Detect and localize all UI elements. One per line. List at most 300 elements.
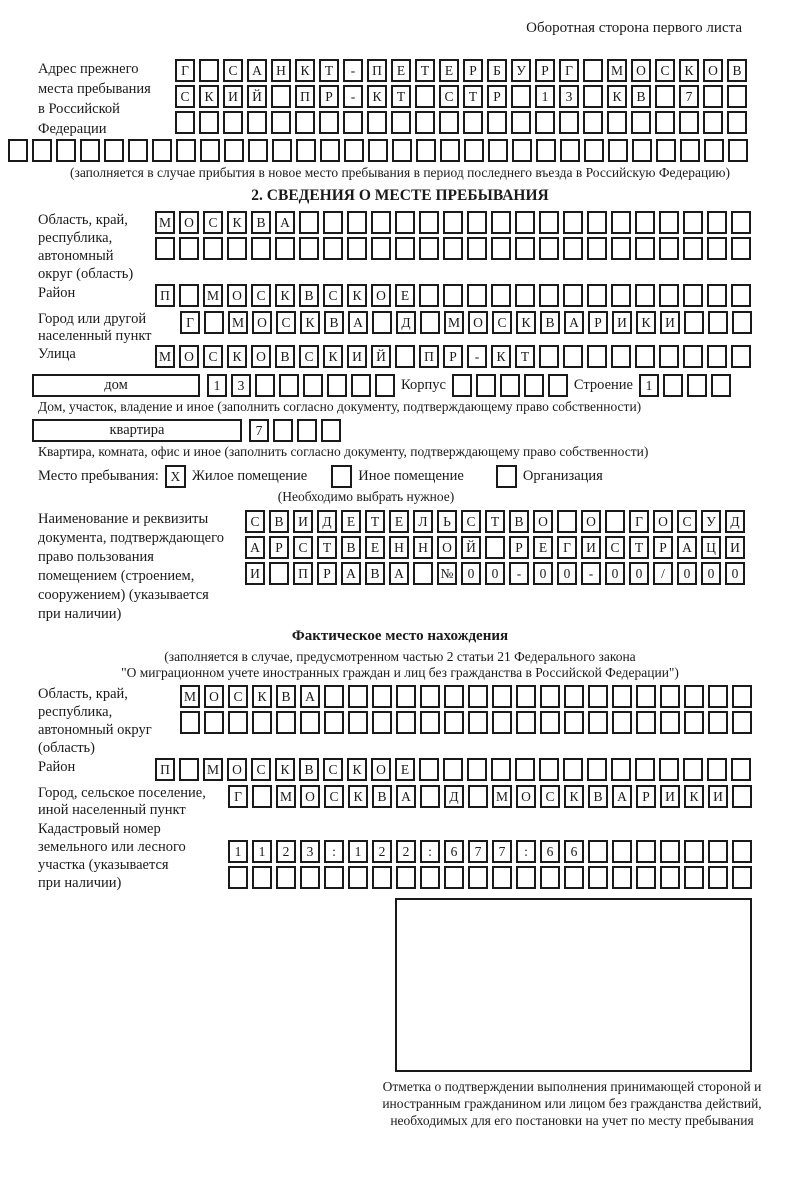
char-box[interactable] [659,211,679,234]
char-box[interactable]: Р [535,59,555,82]
char-box[interactable]: В [275,345,295,368]
char-box[interactable] [56,139,76,162]
char-box[interactable] [683,284,703,307]
char-box[interactable] [488,139,508,162]
char-box[interactable]: С [223,59,243,82]
char-box[interactable]: А [564,311,584,334]
char-box[interactable] [415,85,435,108]
char-box[interactable] [660,840,680,863]
char-box[interactable] [303,374,323,397]
char-box[interactable]: И [660,311,680,334]
char-box[interactable] [563,758,583,781]
char-box[interactable]: Р [636,785,656,808]
char-box[interactable]: И [223,85,243,108]
char-box[interactable] [548,374,568,397]
char-box[interactable] [708,711,728,734]
char-box[interactable]: А [677,536,697,559]
char-box[interactable] [324,685,344,708]
char-box[interactable]: / [653,562,673,585]
char-box[interactable] [583,111,603,134]
char-box[interactable] [611,345,631,368]
char-box[interactable] [707,758,727,781]
char-box[interactable]: С [251,758,271,781]
char-box[interactable]: О [227,284,247,307]
char-box[interactable] [524,374,544,397]
char-box[interactable]: Т [485,510,505,533]
char-box[interactable]: М [203,284,223,307]
char-box[interactable] [420,685,440,708]
char-box[interactable] [605,510,625,533]
char-box[interactable]: Д [725,510,745,533]
char-box[interactable]: К [564,785,584,808]
char-box[interactable]: О [300,785,320,808]
char-box[interactable]: А [389,562,409,585]
char-box[interactable] [419,758,439,781]
char-box[interactable] [203,237,223,260]
char-box[interactable] [297,419,317,442]
char-box[interactable]: К [607,85,627,108]
char-box[interactable]: 3 [231,374,251,397]
char-box[interactable]: 2 [372,840,392,863]
char-box[interactable] [563,211,583,234]
char-box[interactable]: 2 [276,840,296,863]
char-box[interactable] [539,284,559,307]
char-box[interactable] [347,237,367,260]
char-box[interactable] [80,139,100,162]
char-box[interactable]: М [228,311,248,334]
char-box[interactable] [684,866,704,889]
char-box[interactable]: В [299,758,319,781]
char-box[interactable] [223,111,243,134]
char-box[interactable] [348,685,368,708]
char-box[interactable]: Н [413,536,433,559]
char-box[interactable] [636,840,656,863]
char-box[interactable] [631,111,651,134]
char-box[interactable]: П [295,85,315,108]
char-box[interactable]: У [511,59,531,82]
char-box[interactable] [467,211,487,234]
char-box[interactable] [372,311,392,334]
char-box[interactable] [515,284,535,307]
char-box[interactable] [539,237,559,260]
char-box[interactable] [731,284,751,307]
char-box[interactable]: А [247,59,267,82]
char-box[interactable] [707,237,727,260]
char-box[interactable] [396,685,416,708]
char-box[interactable] [443,237,463,260]
char-box[interactable] [539,211,559,234]
char-box[interactable] [492,685,512,708]
char-box[interactable] [535,111,555,134]
char-box[interactable]: М [155,345,175,368]
char-box[interactable] [295,111,315,134]
char-box[interactable] [155,237,175,260]
char-box[interactable]: И [660,785,680,808]
char-box[interactable]: 6 [564,840,584,863]
char-box[interactable] [584,139,604,162]
char-box[interactable] [659,284,679,307]
char-box[interactable]: 0 [485,562,505,585]
char-box[interactable] [416,139,436,162]
char-box[interactable] [612,685,632,708]
char-box[interactable] [252,866,272,889]
char-box[interactable] [179,284,199,307]
char-box[interactable]: Е [391,59,411,82]
char-box[interactable]: Л [413,510,433,533]
char-box[interactable] [611,211,631,234]
char-box[interactable] [351,374,371,397]
char-box[interactable]: У [701,510,721,533]
char-box[interactable] [320,139,340,162]
char-box[interactable] [368,139,388,162]
char-box[interactable]: О [179,211,199,234]
char-box[interactable] [372,866,392,889]
char-box[interactable] [323,237,343,260]
char-box[interactable] [540,685,560,708]
char-box[interactable] [420,311,440,334]
char-box[interactable]: В [540,311,560,334]
char-box[interactable] [731,237,751,260]
char-box[interactable]: К [636,311,656,334]
char-box[interactable]: И [293,510,313,533]
char-box[interactable] [563,237,583,260]
char-box[interactable] [396,866,416,889]
char-box[interactable] [395,237,415,260]
char-box[interactable] [8,139,28,162]
char-box[interactable] [611,284,631,307]
char-box[interactable] [635,211,655,234]
char-box[interactable] [175,111,195,134]
char-box[interactable] [684,711,704,734]
char-box[interactable] [443,211,463,234]
char-box[interactable]: К [491,345,511,368]
char-box[interactable] [248,139,268,162]
char-box[interactable]: - [509,562,529,585]
char-box[interactable] [659,758,679,781]
char-box[interactable]: К [516,311,536,334]
char-box[interactable] [276,866,296,889]
char-box[interactable] [487,111,507,134]
char-box[interactable] [655,111,675,134]
char-box[interactable]: В [276,685,296,708]
char-box[interactable]: Р [269,536,289,559]
char-box[interactable]: № [437,562,457,585]
char-box[interactable]: В [365,562,385,585]
char-box[interactable] [371,237,391,260]
char-box[interactable]: Т [415,59,435,82]
char-box[interactable] [587,758,607,781]
char-box[interactable] [419,284,439,307]
char-box[interactable]: Р [588,311,608,334]
char-box[interactable]: 7 [679,85,699,108]
char-box[interactable]: В [727,59,747,82]
char-box[interactable]: М [180,685,200,708]
char-box[interactable] [200,139,220,162]
char-box[interactable]: К [252,685,272,708]
char-box[interactable] [635,237,655,260]
char-box[interactable] [684,685,704,708]
char-box[interactable]: С [677,510,697,533]
char-box[interactable] [299,211,319,234]
char-box[interactable] [128,139,148,162]
char-box[interactable] [679,111,699,134]
char-box[interactable]: 0 [605,562,625,585]
char-box[interactable] [199,111,219,134]
char-box[interactable] [557,510,577,533]
char-box[interactable] [152,139,172,162]
char-box[interactable] [516,685,536,708]
char-box[interactable]: С [323,758,343,781]
char-box[interactable]: Г [629,510,649,533]
char-box[interactable] [704,139,724,162]
char-box[interactable] [660,685,680,708]
char-box[interactable]: Р [443,345,463,368]
char-box[interactable]: 0 [629,562,649,585]
char-box[interactable] [395,345,415,368]
char-box[interactable] [247,111,267,134]
char-box[interactable] [204,311,224,334]
char-box[interactable]: С [461,510,481,533]
char-box[interactable]: Р [317,562,337,585]
char-box[interactable] [468,785,488,808]
char-box[interactable] [731,758,751,781]
char-box[interactable] [476,374,496,397]
char-box[interactable]: 0 [533,562,553,585]
char-box[interactable]: К [199,85,219,108]
char-box[interactable] [371,211,391,234]
char-box[interactable] [683,237,703,260]
char-box[interactable] [372,711,392,734]
char-box[interactable]: Б [487,59,507,82]
char-box[interactable]: К [367,85,387,108]
char-box[interactable]: С [276,311,296,334]
char-box[interactable] [635,345,655,368]
char-box[interactable] [632,139,652,162]
char-box[interactable] [279,374,299,397]
char-box[interactable] [711,374,731,397]
char-box[interactable]: С [323,284,343,307]
char-box[interactable] [516,866,536,889]
char-box[interactable] [415,111,435,134]
char-box[interactable]: С [293,536,313,559]
char-box[interactable] [323,211,343,234]
char-box[interactable]: С [175,85,195,108]
char-box[interactable] [708,840,728,863]
char-box[interactable]: О [653,510,673,533]
char-box[interactable] [655,85,675,108]
char-box[interactable] [227,237,247,260]
char-box[interactable]: 7 [249,419,269,442]
char-box[interactable] [491,237,511,260]
char-box[interactable] [684,311,704,334]
char-box[interactable]: 1 [228,840,248,863]
char-box[interactable]: Р [319,85,339,108]
char-box[interactable] [636,866,656,889]
char-box[interactable]: И [612,311,632,334]
char-box[interactable]: 6 [444,840,464,863]
char-box[interactable]: В [631,85,651,108]
char-box[interactable]: О [371,758,391,781]
kvartira-type-box[interactable]: квартира [32,419,242,442]
char-box[interactable]: С [245,510,265,533]
char-box[interactable] [512,139,532,162]
char-box[interactable]: О [516,785,536,808]
char-box[interactable]: О [179,345,199,368]
char-box[interactable]: С [540,785,560,808]
char-box[interactable]: В [299,284,319,307]
char-box[interactable]: 1 [348,840,368,863]
char-box[interactable]: 0 [677,562,697,585]
char-box[interactable] [443,758,463,781]
char-box[interactable]: П [419,345,439,368]
char-box[interactable] [731,211,751,234]
char-box[interactable] [611,237,631,260]
char-box[interactable] [468,866,488,889]
char-box[interactable]: 1 [639,374,659,397]
char-box[interactable] [732,311,752,334]
char-box[interactable] [331,465,352,488]
char-box[interactable] [540,711,560,734]
char-box[interactable]: С [605,536,625,559]
char-box[interactable] [608,139,628,162]
char-box[interactable] [420,785,440,808]
char-box[interactable]: 0 [461,562,481,585]
char-box[interactable] [324,711,344,734]
char-box[interactable]: С [203,345,223,368]
char-box[interactable] [727,85,747,108]
char-box[interactable] [636,685,656,708]
char-box[interactable]: К [300,311,320,334]
char-box[interactable] [727,111,747,134]
char-box[interactable] [492,711,512,734]
char-box[interactable]: К [227,345,247,368]
char-box[interactable]: О [227,758,247,781]
char-box[interactable] [583,59,603,82]
char-box[interactable] [324,866,344,889]
char-box[interactable] [732,840,752,863]
char-box[interactable]: Т [317,536,337,559]
char-box[interactable]: В [588,785,608,808]
char-box[interactable]: Т [365,510,385,533]
char-box[interactable] [607,111,627,134]
char-box[interactable] [367,111,387,134]
char-box[interactable]: Е [439,59,459,82]
char-box[interactable] [587,345,607,368]
char-box[interactable] [511,85,531,108]
char-box[interactable] [467,237,487,260]
char-box[interactable]: Р [653,536,673,559]
char-box[interactable] [611,758,631,781]
char-box[interactable] [444,866,464,889]
char-box[interactable] [683,345,703,368]
char-box[interactable] [300,711,320,734]
char-box[interactable] [612,711,632,734]
char-box[interactable] [444,711,464,734]
char-box[interactable] [708,866,728,889]
char-box[interactable] [255,374,275,397]
char-box[interactable]: : [324,840,344,863]
char-box[interactable] [272,139,292,162]
char-box[interactable] [587,284,607,307]
char-box[interactable]: Н [271,59,291,82]
char-box[interactable]: : [420,840,440,863]
char-box[interactable] [372,685,392,708]
char-box[interactable]: 1 [535,85,555,108]
char-box[interactable] [683,211,703,234]
char-box[interactable] [271,111,291,134]
char-box[interactable]: К [348,785,368,808]
char-box[interactable] [583,85,603,108]
char-box[interactable]: К [275,284,295,307]
char-box[interactable]: О [581,510,601,533]
char-box[interactable] [444,685,464,708]
char-box[interactable]: 0 [557,562,577,585]
char-box[interactable] [420,866,440,889]
char-box[interactable] [319,111,339,134]
char-box[interactable] [396,711,416,734]
char-box[interactable] [300,866,320,889]
char-box[interactable] [684,840,704,863]
char-box[interactable]: М [203,758,223,781]
char-box[interactable]: С [228,685,248,708]
char-box[interactable] [612,840,632,863]
char-box[interactable]: Г [180,311,200,334]
char-box[interactable] [343,111,363,134]
char-box[interactable]: А [612,785,632,808]
char-box[interactable]: 0 [701,562,721,585]
char-box[interactable] [179,237,199,260]
char-box[interactable]: Т [319,59,339,82]
char-box[interactable]: Й [461,536,481,559]
char-box[interactable] [536,139,556,162]
char-box[interactable]: И [708,785,728,808]
char-box[interactable]: - [343,59,363,82]
char-box[interactable]: К [679,59,699,82]
char-box[interactable]: П [155,284,175,307]
char-box[interactable] [276,711,296,734]
char-box[interactable] [269,562,289,585]
char-box[interactable] [420,711,440,734]
char-box[interactable]: И [245,562,265,585]
char-box[interactable]: О [251,345,271,368]
char-box[interactable]: С [492,311,512,334]
char-box[interactable] [511,111,531,134]
char-box[interactable]: X [165,465,186,488]
char-box[interactable]: О [468,311,488,334]
char-box[interactable]: М [276,785,296,808]
char-box[interactable]: Г [228,785,248,808]
char-box[interactable]: С [324,785,344,808]
char-box[interactable] [251,237,271,260]
char-box[interactable] [275,237,295,260]
char-box[interactable] [703,111,723,134]
char-box[interactable]: Р [463,59,483,82]
char-box[interactable]: Г [559,59,579,82]
char-box[interactable]: Д [317,510,337,533]
char-box[interactable] [485,536,505,559]
char-box[interactable]: В [509,510,529,533]
char-box[interactable]: Р [509,536,529,559]
char-box[interactable]: О [631,59,651,82]
char-box[interactable] [348,711,368,734]
char-box[interactable] [659,345,679,368]
char-box[interactable] [491,758,511,781]
char-box[interactable] [728,139,748,162]
char-box[interactable] [273,419,293,442]
char-box[interactable] [492,866,512,889]
char-box[interactable] [32,139,52,162]
char-box[interactable]: В [324,311,344,334]
